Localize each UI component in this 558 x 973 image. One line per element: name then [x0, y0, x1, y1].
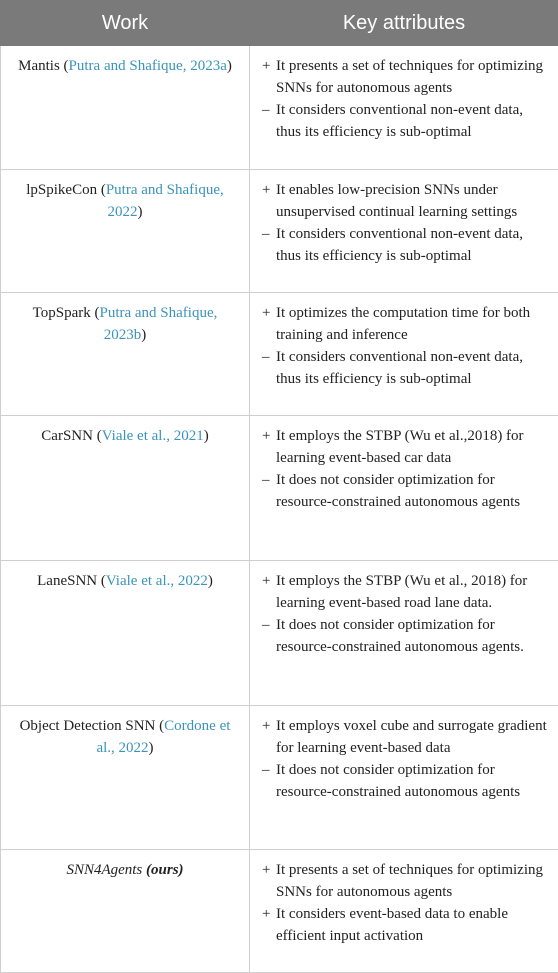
work-name: SNN4Agents: [66, 862, 142, 878]
attribute-item: [262, 55, 548, 99]
attributes-cell: [250, 706, 558, 850]
attribute-text: It considers conventional non-event data, thus its efficiency is sub-optimal: [276, 226, 523, 264]
table-row: [1, 293, 558, 416]
attribute-item: [262, 425, 548, 469]
attribute-sign: +: [262, 302, 270, 324]
table-row: [1, 850, 558, 973]
attribute-sign: –: [262, 759, 270, 781]
table-row: [1, 170, 558, 293]
work-cell: [1, 850, 250, 973]
attribute-item: [262, 179, 548, 223]
attribute-text: It does not consider optimization for resource-constrained autonomous agents.: [276, 617, 524, 655]
work-cell: Object Detection SNN (Cordone et al., 2022): [1, 706, 250, 850]
attribute-sign: –: [262, 99, 270, 121]
attributes-cell: [250, 46, 558, 170]
attribute-text: It considers event-based data to enable efficient input activation: [276, 906, 508, 944]
attribute-sign: +: [262, 570, 270, 592]
header-row: [1, 1, 558, 46]
work-cell: CarSNN (Viale et al., 2021): [1, 416, 250, 561]
citation-link[interactable]: Viale et al., 2021: [102, 428, 204, 444]
attribute-text: It does not consider optimization for resource-constrained autonomous agents: [276, 762, 520, 800]
attribute-text: It does not consider optimization for resource-constrained autonomous agents: [276, 472, 520, 510]
attribute-item: [262, 223, 548, 267]
attribute-item: [262, 346, 548, 390]
table-row: [1, 416, 558, 561]
table-row: [1, 706, 558, 850]
attributes-cell: [250, 293, 558, 416]
attribute-sign: +: [262, 55, 270, 77]
attribute-item: [262, 759, 548, 803]
attribute-item: [262, 570, 548, 614]
header-work: Work: [1, 1, 250, 46]
attribute-sign: –: [262, 346, 270, 368]
citation-link[interactable]: Putra and Shafique, 2023a: [69, 58, 227, 74]
work-name: Object Detection SNN: [20, 718, 156, 734]
attribute-item: [262, 614, 548, 658]
attribute-sign: +: [262, 859, 270, 881]
header-key-attributes: Key attributes: [250, 1, 558, 46]
citation-link[interactable]: Cordone et al., 2022: [96, 718, 230, 756]
ours-tag: (ours): [146, 862, 184, 878]
attribute-item: [262, 859, 548, 903]
attribute-text: It presents a set of techniques for optimizing SNNs for autonomous agents: [276, 58, 543, 96]
attribute-sign: +: [262, 715, 270, 737]
attribute-sign: +: [262, 425, 270, 447]
work-cell: lpSpikeCon (Putra and Shafique, 2022): [1, 170, 250, 293]
attribute-text: It employs voxel cube and surrogate gradient for learning event-based data: [276, 718, 547, 756]
table-row: [1, 46, 558, 170]
citation-link[interactable]: Putra and Shafique, 2023b: [99, 305, 217, 343]
attribute-sign: +: [262, 179, 270, 201]
citation-link[interactable]: Putra and Shafique, 2022: [106, 182, 224, 220]
attribute-item: [262, 903, 548, 947]
table-header: [1, 1, 558, 46]
attributes-cell: [250, 850, 558, 973]
work-name: lpSpikeCon: [26, 182, 97, 198]
attribute-sign: –: [262, 614, 270, 636]
attribute-text: It employs the STBP (Wu et al., 2018) for learning event-based road lane data.: [276, 573, 527, 611]
work-name: CarSNN: [41, 428, 93, 444]
work-name: LaneSNN: [37, 573, 97, 589]
attributes-cell: [250, 416, 558, 561]
attributes-cell: [250, 561, 558, 706]
work-cell: TopSpark (Putra and Shafique, 2023b): [1, 293, 250, 416]
attribute-text: It considers conventional non-event data, thus its efficiency is sub-optimal: [276, 102, 523, 140]
attribute-text: It enables low-precision SNNs under unsupervised continual learning settings: [276, 182, 517, 220]
table-row: [1, 561, 558, 706]
attributes-cell: [250, 170, 558, 293]
work-cell: Mantis (Putra and Shafique, 2023a): [1, 46, 250, 170]
work-cell: LaneSNN (Viale et al., 2022): [1, 561, 250, 706]
work-name: TopSpark: [33, 305, 91, 321]
attribute-sign: –: [262, 469, 270, 491]
attribute-item: [262, 469, 548, 513]
attribute-sign: +: [262, 903, 270, 925]
attribute-text: It employs the STBP (Wu et al.,2018) for learning event-based car data: [276, 428, 524, 466]
attribute-item: [262, 715, 548, 759]
attribute-sign: –: [262, 223, 270, 245]
work-name: Mantis: [18, 58, 60, 74]
citation-link[interactable]: Viale et al., 2022: [106, 573, 208, 589]
attribute-item: [262, 302, 548, 346]
table-body: [1, 46, 558, 973]
attribute-text: It presents a set of techniques for optimizing SNNs for autonomous agents: [276, 862, 543, 900]
attribute-text: It considers conventional non-event data, thus its efficiency is sub-optimal: [276, 349, 523, 387]
attribute-item: [262, 99, 548, 143]
attribute-text: It optimizes the computation time for both training and inference: [276, 305, 530, 343]
